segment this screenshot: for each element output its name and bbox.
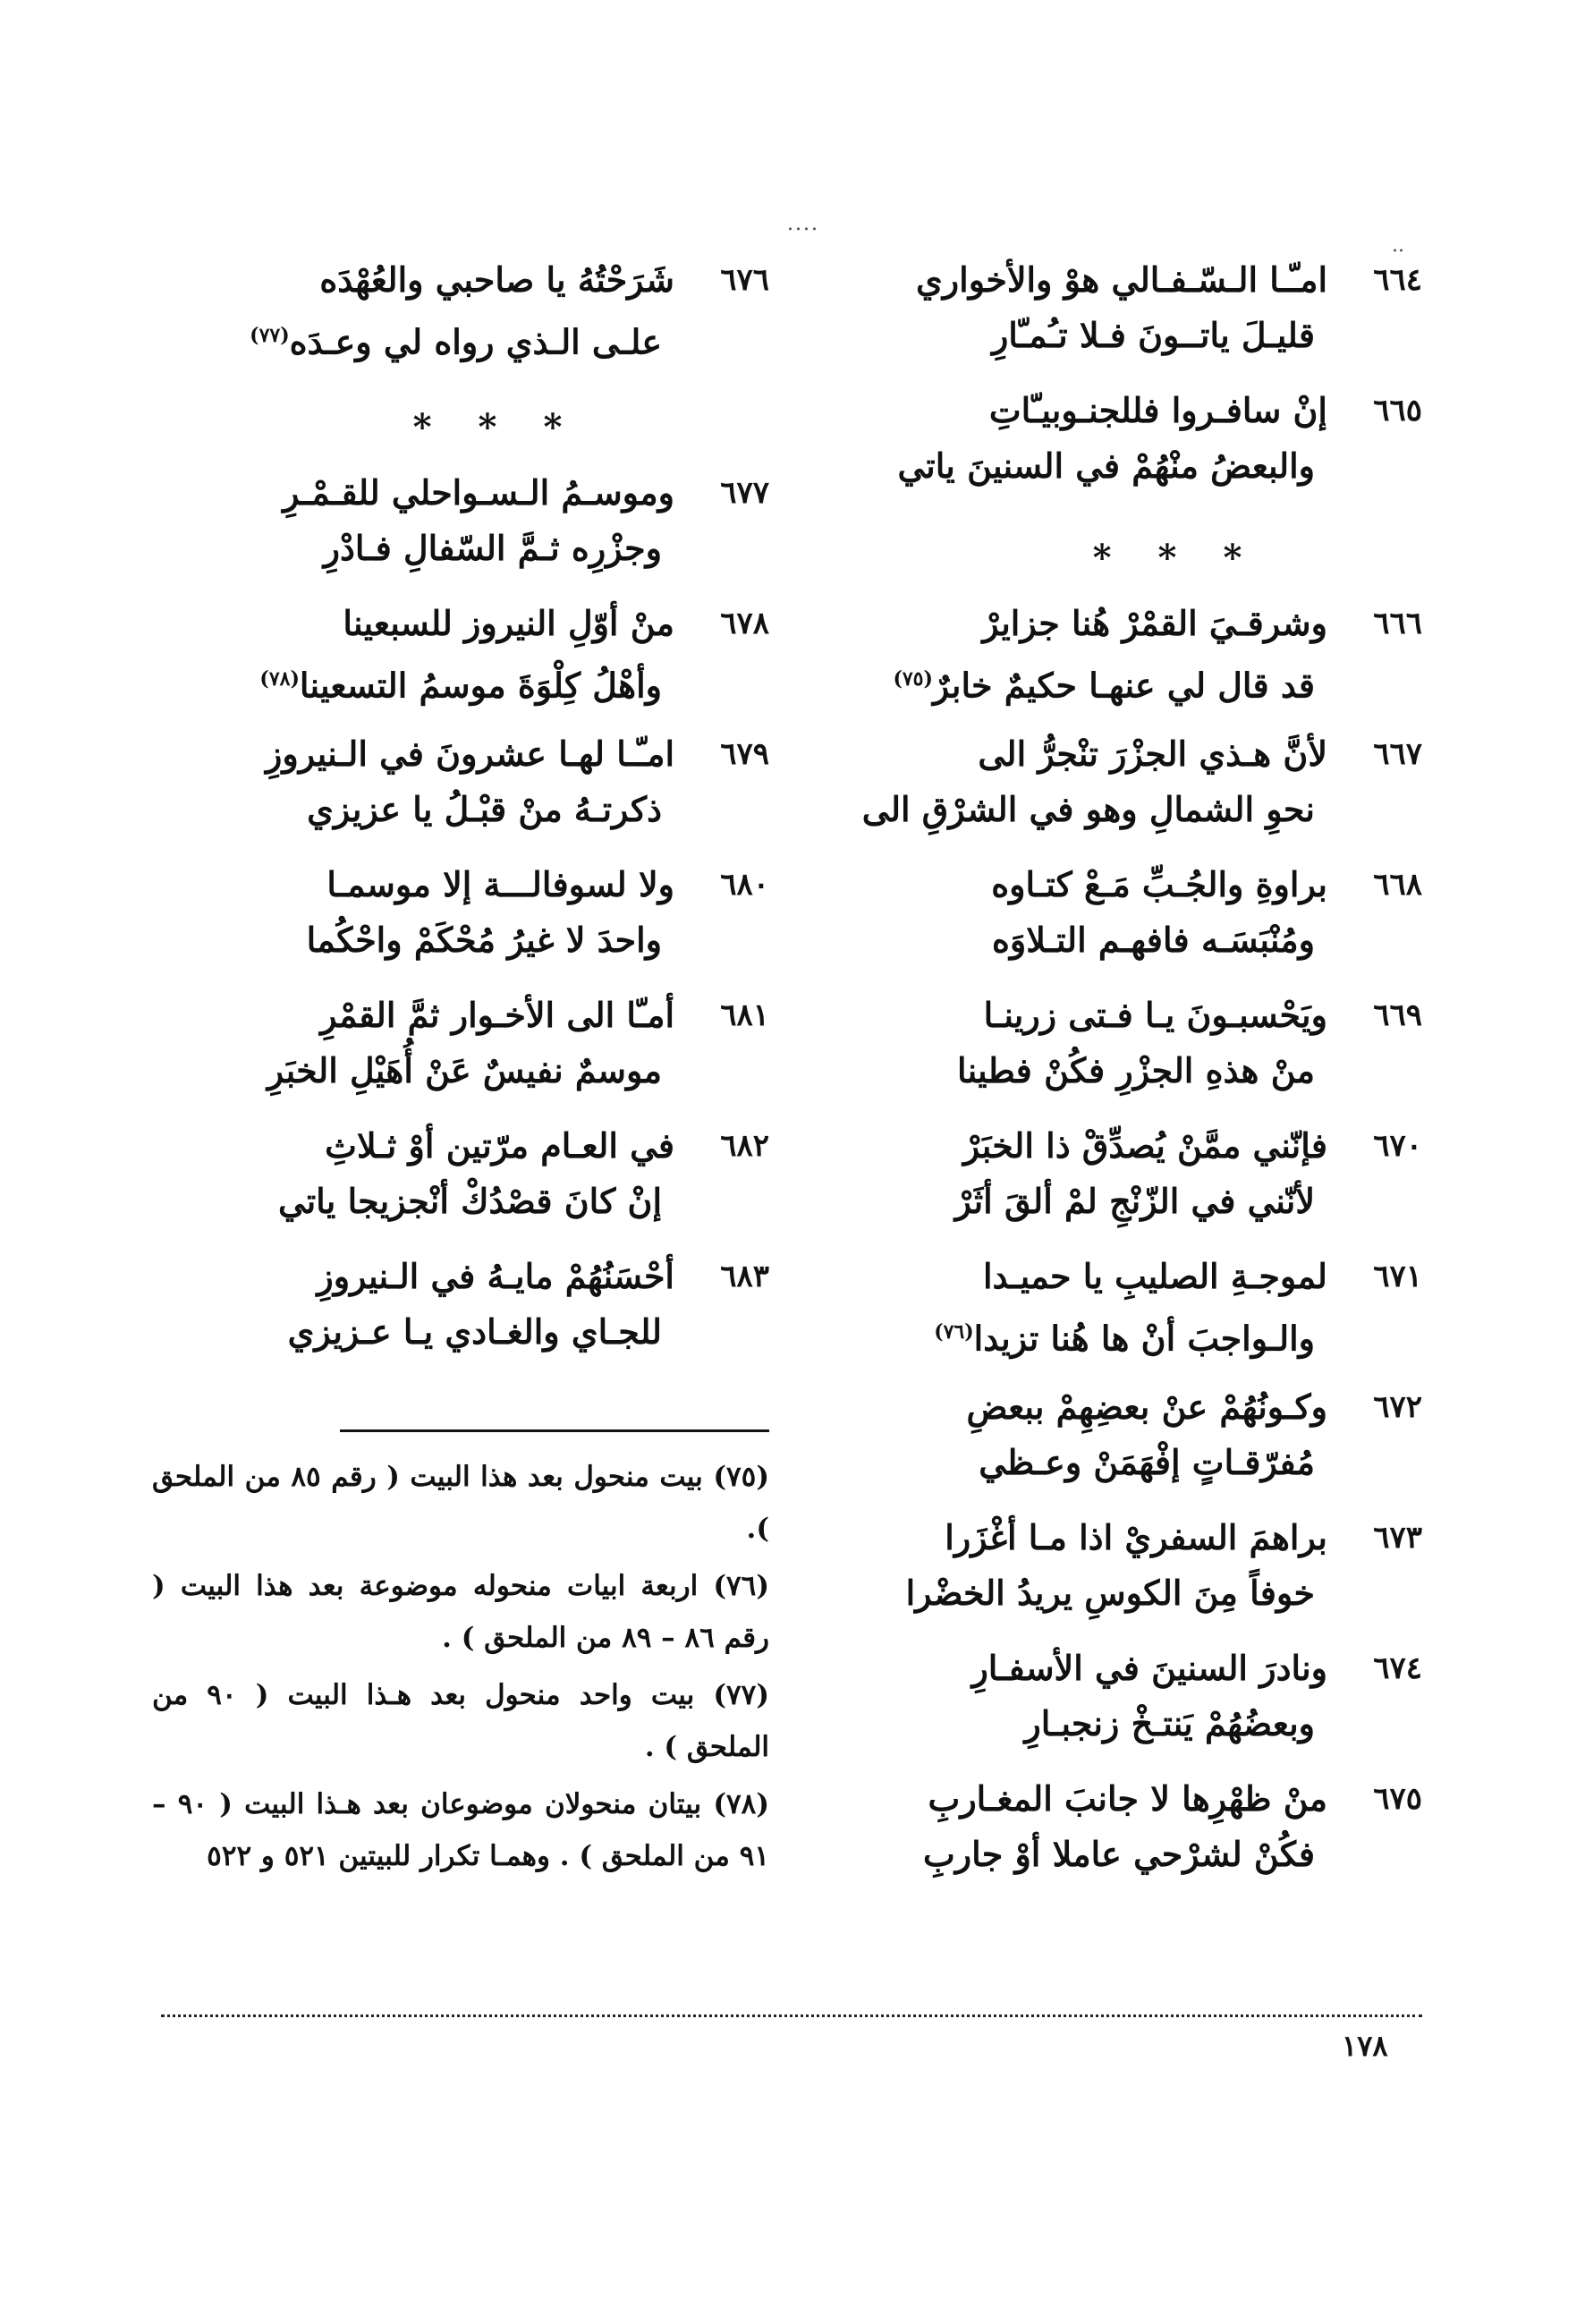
first-hemistich: براوةِ والجُـبِّ مَـعْ كتـاوه <box>991 864 1327 904</box>
second-hemistich: نحوِ الشمالِ وهو في الشرْقِ الى <box>861 789 1315 829</box>
first-hemistich: لموجـةِ الصليبِ يا حميـدا <box>982 1256 1327 1296</box>
verse <box>805 860 1422 990</box>
verse <box>152 1251 769 1382</box>
footnote-separator <box>340 1429 769 1432</box>
footnote: (٧٥) بيت منحول بعد هذا البيت ( رقم ٨٥ من الملحق ). <box>152 1461 769 1545</box>
verse-number: ٦٧٨ <box>720 606 769 641</box>
star-glyph: * <box>1223 536 1242 579</box>
first-hemistich: ولا لسوفالـــة إلا موسمـا <box>326 864 674 904</box>
first-hemistich: في العـام مرّتين أوْ ثـلاثِ <box>325 1125 674 1166</box>
star-glyph: * <box>1157 536 1177 579</box>
verse-number: ٦٧٣ <box>1373 1520 1422 1556</box>
verse <box>805 1643 1422 1774</box>
section-divider-stars <box>152 386 769 468</box>
second-hemistich <box>152 654 662 711</box>
verse-number: ٦٧١ <box>1373 1259 1422 1294</box>
hemistich-text: وأهْلُ كِلْوَةَ موسمُ التسعينا <box>299 665 662 706</box>
verse <box>805 1251 1422 1382</box>
verse <box>152 1121 769 1251</box>
second-hemistich: وبعضُهُمْ يَنتـخْ زنجبـارِ <box>1024 1703 1315 1743</box>
right-column <box>805 255 1422 1904</box>
first-hemistich: منْ أوّلِ النيروز للسبعينا <box>343 603 674 643</box>
second-hemistich: خوفاً مِنَ الكوسِ يريدُ الخضْرا <box>905 1573 1315 1613</box>
second-hemistich: ومُنْبَسَـه فافهـم التـلاوَه <box>991 920 1315 960</box>
second-hemistich: للجـاي والغـادي يـا عـزيزي <box>287 1311 662 1352</box>
second-hemistich <box>805 654 1315 711</box>
second-hemistich: منْ هذهِ الجزْرِ فكُنْ فطينا <box>956 1050 1315 1090</box>
first-hemistich: لأنَّ هـذي الجزْرَ تنْجرُّ الى <box>978 734 1327 774</box>
footnote-reference: (٧٧) <box>250 324 290 347</box>
second-hemistich: مُفرّقـاتٍ إفْهَمَنْ وعـظي <box>979 1442 1315 1482</box>
verse-number: ٦٦٨ <box>1373 867 1422 903</box>
star-glyph: * <box>543 405 563 448</box>
first-hemistich: امـّـا الـسّـفـالي هوْ والأخواري <box>916 259 1327 300</box>
footnotes <box>152 1451 769 1887</box>
footnote-reference: (٧٨) <box>259 667 300 691</box>
verse <box>152 860 769 990</box>
second-hemistich: ذكرتـهُ منْ قبْـلُ يا عزيزي <box>307 789 662 829</box>
verse-number: ٦٨٢ <box>720 1128 769 1164</box>
corner-dots: .. <box>1392 234 1404 257</box>
verse-number: ٦٧٩ <box>720 736 769 772</box>
verse <box>805 1382 1422 1513</box>
second-hemistich <box>805 1307 1315 1364</box>
verse-number: ٦٧٦ <box>720 262 769 298</box>
verse <box>152 598 769 729</box>
footnote-reference: (٧٥) <box>893 667 933 691</box>
second-hemistich: لأنّني في الزّنْجِ لمْ ألقَ أثَرْ <box>954 1181 1315 1221</box>
first-hemistich: ويَحْسبـونَ يـا فـتى زرينـا <box>983 995 1327 1035</box>
bottom-dotted-rule <box>161 2014 1422 2017</box>
verse-number: ٦٧٧ <box>720 475 769 511</box>
verse-number: ٦٦٩ <box>1373 997 1422 1033</box>
second-hemistich <box>152 310 662 368</box>
verse <box>805 255 1422 386</box>
star-glyph: * <box>1092 536 1112 579</box>
verse <box>805 386 1422 516</box>
first-hemistich: وشرقـيَ القمْرْ هُنا جزايرْ <box>982 603 1327 643</box>
second-hemistich: والبعضُ منْهُمْ في السنينَ ياتي <box>897 445 1315 486</box>
first-hemistich: براهمَ السفريْ اذا مـا أغْزَرا <box>945 1517 1327 1557</box>
verse <box>805 1121 1422 1251</box>
verse <box>152 729 769 860</box>
second-hemistich: موسمٌ نفيسٌ عَنْ أُهَيْلِ الخبَرِ <box>267 1050 662 1090</box>
verse-number: ٦٨١ <box>720 997 769 1033</box>
verse-number: ٦٨٠ <box>720 867 769 903</box>
second-hemistich: فكُنْ لشرْحي عاملا أوْ جاربِ <box>923 1834 1315 1874</box>
hemistich-text: والـواجبَ أنْ ها هُنا تزيدا <box>973 1318 1315 1359</box>
top-dots: .... <box>787 213 819 235</box>
verse-number: ٦٧٠ <box>1373 1128 1422 1164</box>
second-hemistich: قليـلَ ياتــونَ فـلا تـُمـّارِ <box>991 315 1315 355</box>
verse-number: ٦٧٢ <box>1373 1389 1422 1425</box>
first-hemistich: منْ ظهْرِها لا جانبَ المغـاربِ <box>928 1778 1327 1819</box>
first-hemistich: ونادرَ السنينَ في الأسفـارِ <box>971 1648 1327 1688</box>
verse <box>152 255 769 386</box>
first-hemistich: وكـونُهُمْ عنْ بعضِهِمْ ببعضِ <box>966 1387 1327 1427</box>
first-hemistich: إنْ سافـروا فللجنـوبيـّاتِ <box>988 390 1327 430</box>
star-glyph: * <box>478 405 497 448</box>
left-column <box>152 255 769 1382</box>
verse <box>805 1513 1422 1643</box>
verse <box>805 598 1422 729</box>
verse-number: ٦٦٥ <box>1373 393 1422 428</box>
verse-number: ٦٨٣ <box>720 1259 769 1294</box>
verse <box>152 468 769 598</box>
second-hemistich: وجزْرِه ثـمَّ السّفالِ فـادْرِ <box>323 528 662 568</box>
first-hemistich: امـّـا لهـا عشرونَ في الـنيروزِ <box>266 734 674 774</box>
star-glyph: * <box>412 405 432 448</box>
verse <box>152 990 769 1121</box>
first-hemistich: أحْسَنُهُمْ مايـهُ في الـنيروزِ <box>317 1256 674 1296</box>
footnote: (٧٧) بيت واحد منحول بعد هـذا البيت ( ٩٠ من الملحق ) . <box>152 1679 769 1763</box>
hemistich-text: قد قال لي عنهـا حكيمٌ خابرٌ <box>932 665 1315 706</box>
verse-number: ٦٧٤ <box>1373 1650 1422 1686</box>
second-hemistich: واحدَ لا غيرُ مُحْكَمْ واحْكُما <box>306 920 662 960</box>
footnote-reference: (٧٦) <box>934 1320 974 1344</box>
hemistich-text: علـى الـذي رواه لي وعـدَه <box>289 321 662 362</box>
first-hemistich: أمـّا الى الأخـوار ثمَّ القمْرِ <box>320 995 674 1035</box>
footnote: (٧٦) اربعة ابيات منحوله موضوعة بعد هذا البيت ( رقم ٨٦ – ٨٩ من الملحق ) . <box>152 1570 769 1654</box>
page-number: ١٧٨ <box>1342 2029 1388 2063</box>
verse <box>805 1774 1422 1904</box>
first-hemistich: فإنّني ممَّنْ يُصدِّقْ ذا الخبَرْ <box>962 1125 1327 1166</box>
section-divider-stars <box>805 516 1422 598</box>
verse-number: ٦٦٦ <box>1373 606 1422 641</box>
verse-number: ٦٧٥ <box>1373 1781 1422 1817</box>
verse-number: ٦٦٧ <box>1373 736 1422 772</box>
second-hemistich: إنْ كانَ قصْدُكْ أنْجزيجا ياتي <box>277 1181 662 1221</box>
verse <box>805 729 1422 860</box>
first-hemistich: شَرَحْتُهُ يا صاحبي والعُهْدَه <box>319 259 674 300</box>
first-hemistich: وموسـمُ الـسـواحلي للقـمْـرِ <box>283 472 674 513</box>
verse-number: ٦٦٤ <box>1373 262 1422 298</box>
footnote: (٧٨) بيتان منحولان موضوعان بعد هـذا البيت ( ٩٠ – ٩١ من الملحق ) . وهمـا تكرار للبيتين ٥٢١ و ٥٢٢ <box>152 1788 770 1872</box>
verse <box>805 990 1422 1121</box>
